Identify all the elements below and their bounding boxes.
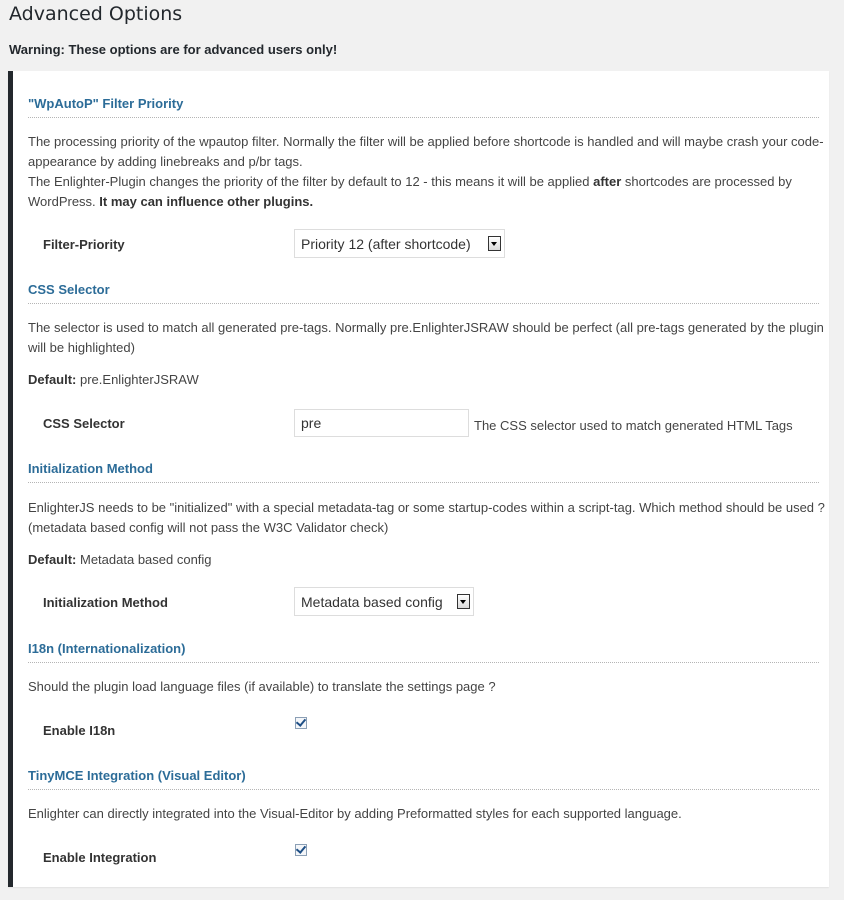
filter-priority-label: Filter-Priority bbox=[43, 237, 125, 252]
section-title-css-selector: CSS Selector bbox=[28, 282, 819, 304]
section-title-tinymce: TinyMCE Integration (Visual Editor) bbox=[28, 768, 819, 790]
wpautop-desc-line1: The processing priority of the wpautop filter. Normally the filter will be applied before shortcode is handled and will maybe crash your code-appearance by adding linebreaks and p/br tags. bbox=[28, 134, 824, 169]
checkmark-icon bbox=[296, 716, 306, 727]
wpautop-desc-line2a: The Enlighter-Plugin changes the priority of the filter by default to 12 - this means it will be applied bbox=[28, 174, 594, 189]
wpautop-desc-warning: It may can influence other plugins. bbox=[99, 194, 314, 209]
css-selector-hint: The CSS selector used to match generated HTML Tags bbox=[474, 418, 793, 433]
wpautop-desc-after: after bbox=[593, 174, 622, 189]
enable-integration-label: Enable Integration bbox=[43, 850, 157, 865]
enable-integration-checkbox[interactable] bbox=[295, 844, 307, 856]
section-title-init-method: Initialization Method bbox=[28, 461, 819, 483]
dropdown-arrow-icon[interactable] bbox=[488, 236, 501, 251]
init-method-select[interactable] bbox=[294, 587, 474, 616]
init-method-default bbox=[28, 550, 828, 570]
options-panel bbox=[8, 71, 829, 887]
enable-i18n-checkbox[interactable] bbox=[295, 717, 307, 729]
section-title-wpautop: "WpAutoP" Filter Priority bbox=[28, 96, 819, 118]
filter-priority-select[interactable] bbox=[294, 229, 505, 258]
css-default-label: Default: bbox=[28, 372, 77, 387]
css-selector-label: CSS Selector bbox=[43, 416, 125, 431]
init-default-label: Default: bbox=[28, 552, 77, 567]
wpautop-description bbox=[28, 132, 828, 212]
init-method-label: Initialization Method bbox=[43, 595, 168, 610]
wpautop-desc-line2c: shortcodes are processed by WordPress. bbox=[28, 174, 792, 209]
tinymce-description: Enlighter can directly integrated into the Visual-Editor by adding Preformatted styles for each supported language. bbox=[28, 806, 682, 821]
css-selector-input[interactable]: pre bbox=[294, 409, 469, 437]
init-default-value: Metadata based config bbox=[76, 552, 212, 567]
css-selector-description: The selector is used to match all generated pre-tags. Normally pre.EnlighterJSRAW should be perfect (all pre-tags generated by the plugin will be highlighted) bbox=[28, 320, 824, 355]
filter-priority-value: Priority 12 (after shortcode) bbox=[301, 236, 471, 252]
init-method-description: EnlighterJS needs to be "initialized" with a special metadata-tag or some startup-codes within a script-tag. Which method should be used ? (metadata based config will not pass the W3C Validator check) bbox=[28, 500, 825, 535]
section-title-i18n: I18n (Internationalization) bbox=[28, 641, 819, 663]
css-selector-default bbox=[28, 370, 828, 390]
warning-text: Warning: These options are for advanced users only! bbox=[9, 42, 338, 57]
enable-i18n-label: Enable I18n bbox=[43, 723, 116, 738]
page-title: Advanced Options bbox=[9, 3, 183, 25]
checkmark-icon bbox=[296, 843, 306, 854]
dropdown-arrow-icon[interactable] bbox=[457, 594, 470, 609]
i18n-description: Should the plugin load language files (if available) to translate the settings page ? bbox=[28, 679, 496, 694]
css-default-value: pre.EnlighterJSRAW bbox=[76, 372, 199, 387]
init-method-value: Metadata based config bbox=[301, 594, 443, 610]
